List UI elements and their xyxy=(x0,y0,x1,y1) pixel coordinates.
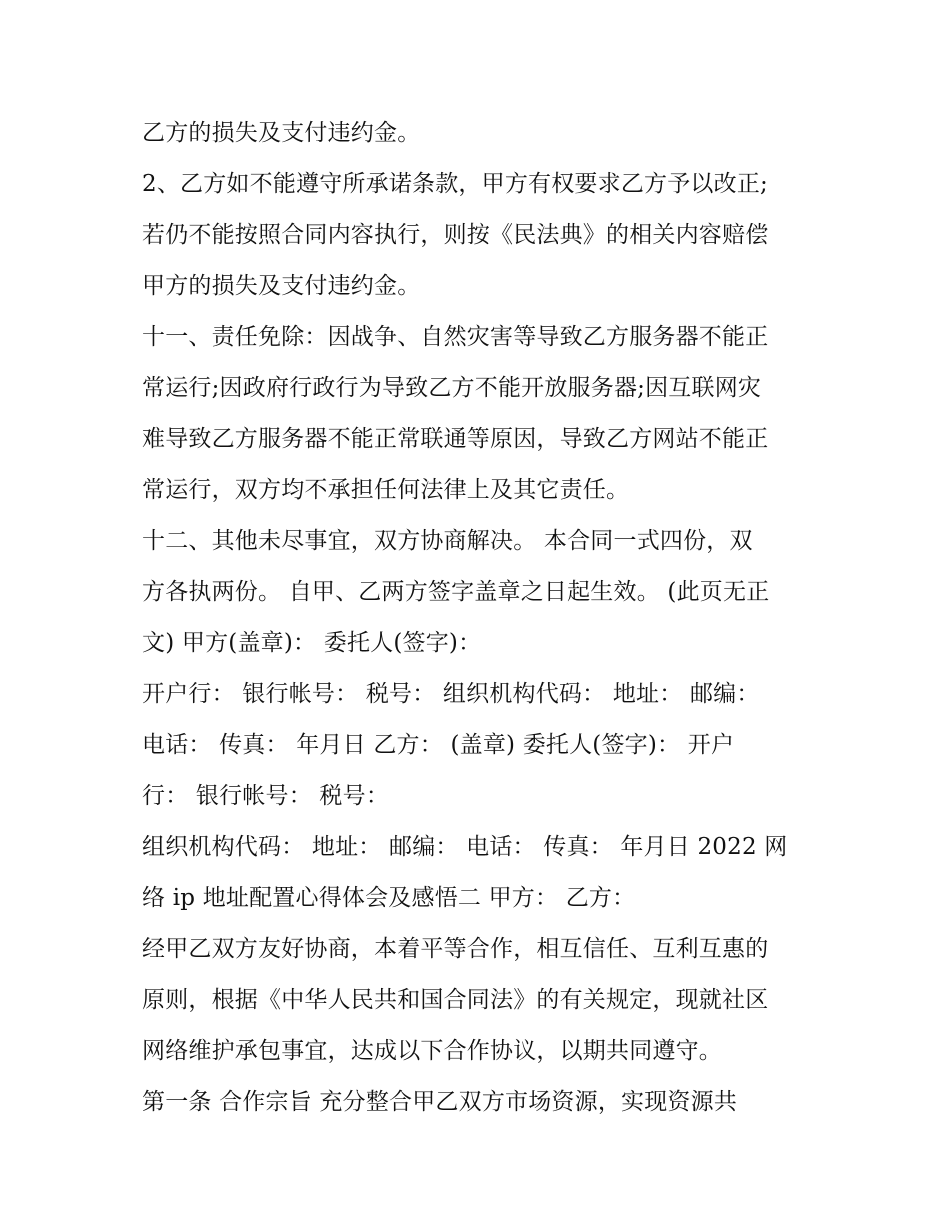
text-line: 甲方的损失及支付违约金。 xyxy=(142,273,421,299)
text-line: 十一、责任免除：因战争、自然灾害等导致乙方服务器不能正 xyxy=(142,324,769,350)
text-line: 原则，根据《中华人民共和国合同法》的有关规定，现就社区 xyxy=(142,987,769,1013)
text-line: 网络维护承包事宜，达成以下合作协议，以期共同遵守。 xyxy=(142,1038,722,1064)
text-line: 第一条 合作宗旨 充分整合甲乙双方市场资源，实现资源共 xyxy=(142,1089,738,1115)
text-line: 络 ip 地址配置心得体会及感悟二 甲方： 乙方： xyxy=(142,885,636,911)
text-line: 开户行： 银行帐号： 税号： 组织机构代码： 地址： 邮编： xyxy=(142,681,760,707)
text-line: 经甲乙双方友好协商，本着平等合作，相互信任、互利互惠的 xyxy=(142,936,769,962)
text-line: 行： 银行帐号： 税号： xyxy=(142,783,390,809)
text-line: 十二、其他未尽事宜，双方协商解决。 本合同一式四份，双 xyxy=(142,528,753,554)
text-line: 常运行;因政府行政行为导致乙方不能开放服务器;因互联网灾 xyxy=(142,375,762,401)
text-line: 难导致乙方服务器不能正常联通等原因，导致乙方网站不能正 xyxy=(142,426,769,452)
text-line: 方各执两份。 自甲、乙两方签字盖章之日起生效。 (此页无正 xyxy=(142,579,770,605)
text-line: 文) 甲方(盖章)： 委托人(签字)： xyxy=(142,630,482,656)
text-line: 组织机构代码： 地址： 邮编： 电话： 传真： 年月日 2022 网 xyxy=(142,834,788,860)
text-line: 2、乙方如不能遵守所承诺条款，甲方有权要求乙方予以改正; xyxy=(142,171,768,197)
document-body xyxy=(142,108,842,1128)
text-line: 乙方的损失及支付违约金。 xyxy=(142,120,421,146)
text-line: 若仍不能按照合同内容执行，则按《民法典》的相关内容赔偿 xyxy=(142,222,769,248)
text-line: 电话： 传真： 年月日 乙方： (盖章) 委托人(签字)： 开户 xyxy=(142,732,735,758)
text-line: 常运行，双方均不承担任何法律上及其它责任。 xyxy=(142,477,630,503)
